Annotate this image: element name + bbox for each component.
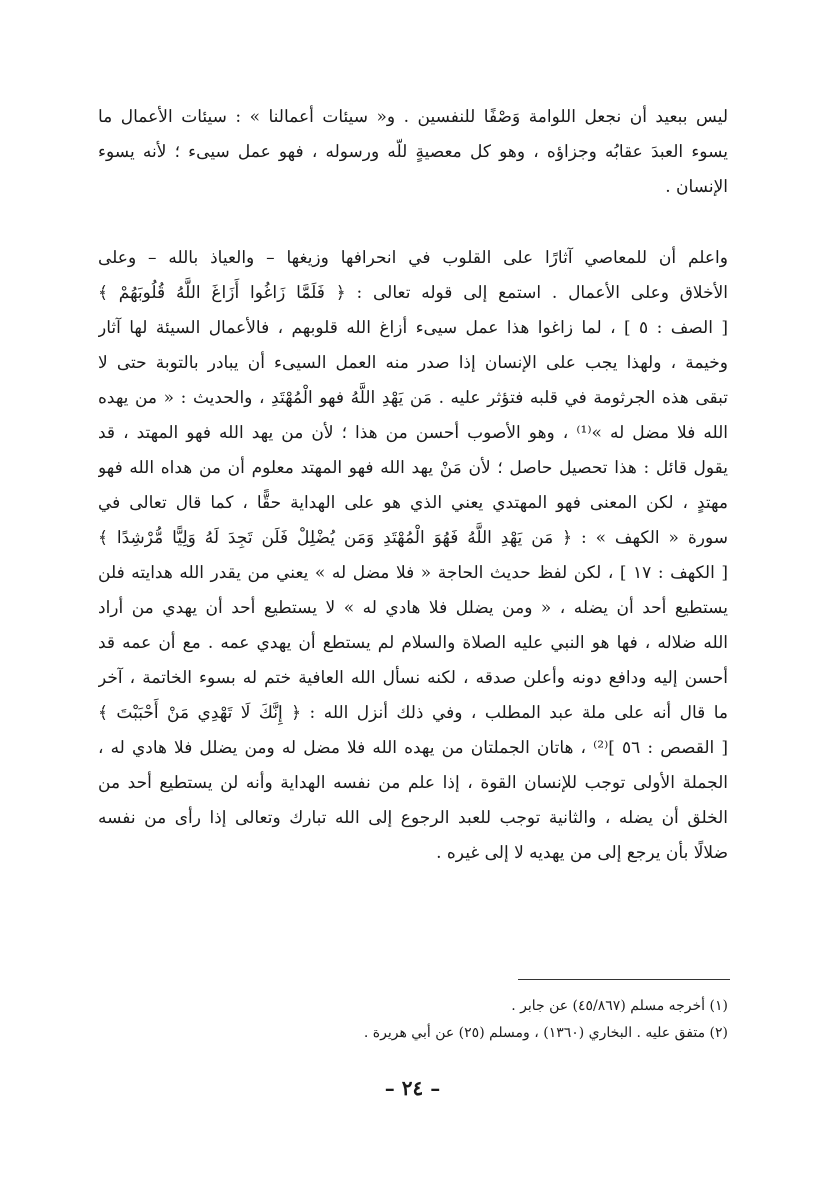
text-line: مهتدٍ ، لكن المعنى فهو المهتدي يعني الذي هو على الهداية حقًّا ، كما قال تعالى في	[98, 493, 728, 513]
text-line: [ الصف : ٥ ] ، لما زاغوا هذا عمل سيىء أزاغ الله قلوبهم ، فالأعمال السيئة لها آثار	[98, 318, 728, 338]
text-line: الأخلاق وعلى الأعمال . استمع إلى قوله تعالى : ﴿ فَلَمَّا زَاغُوا أَزَاغَ اللَّهُ قُلُوبَهُمْ ﴾	[98, 283, 728, 303]
text-line: [ القصص : ٥٦ ]⁽²⁾ ، هاتان الجملتان من يهده الله فلا مضل له ومن يضلل فلا هادي له ،	[98, 738, 728, 758]
footnote-separator	[518, 979, 730, 980]
text-line: ليس ببعيد أن نجعل اللوامة وَصْفًا للنفسين . و« سيئات أعمالنا » : سيئات الأعمال ما	[98, 107, 728, 127]
text-line: ما قال أنه على ملة عبد المطلب ، وفي ذلك أنزل الله : ﴿ إِنَّكَ لَا تَهْدِي مَنْ أَحْبَبْتَ ﴾	[98, 703, 728, 723]
text-line: تبقى هذه الجرثومة في قلبه فتؤثر عليه . مَن يَهْدِ اللَّهُ فهو الْمُهْتَدِ ، والحديث : « من يهده	[98, 388, 728, 408]
text-line: الخلق أن يضله ، والثانية توجب للعبد الرجوع إلى الله تبارك وتعالى إذا رأى من نفسه	[98, 808, 728, 828]
text-line: ضلالًا بأن يرجع إلى من يهديه لا إلى غيره .	[436, 843, 728, 863]
text-line: يسوء العبدَ عقابُه وجزاؤه ، وهو كل معصيةٍ للّه ورسوله ، فهو عمل سيىء ؛ لأنه يسوء	[98, 142, 728, 162]
text-line: سورة « الكهف » : ﴿ مَن يَهْدِ اللَّهُ فَهُوَ الْمُهْتَدِ وَمَن يُضْلِلْ فَلَن تَجِدَ لَهُ وَلِيًّا مُّرْشِدًا ﴾	[98, 528, 728, 548]
text-line: يقول قائل : هذا تحصيل حاصل ؛ لأن مَنْ يهد الله فهو المهتد معلوم أن من هداه الله فهو	[98, 458, 728, 478]
footnote-2: (٢) متفق عليه . البخاري (١٣٦٠) ، ومسلم (٢٥) عن أبي هريرة .	[363, 1025, 728, 1041]
paragraph-2	[98, 241, 728, 871]
text-line: [ الكهف : ١٧ ] ، لكن لفظ حديث الحاجة « فلا مضل له » يعني من يقدر الله هدايته فلن	[98, 563, 728, 583]
text-line: الله فلا مضل له »⁽¹⁾ ، وهو الأصوب أحسن من هذا ؛ لأن من يهد الله فهو المهتد ، قد	[98, 423, 728, 443]
text-line: وخيمة ، ولهذا يجب على الإنسان إذا صدر منه العمل السيىء أن يبادر بالتوبة حتى لا	[98, 353, 728, 373]
page-number: – ٢٤ –	[384, 1076, 441, 1100]
footnote-1: (١) أخرجه مسلم (٤٥/٨٦٧) عن جابر .	[511, 998, 728, 1014]
paragraph-1	[98, 100, 728, 205]
text-line: الله ضلاله ، فها هو النبي عليه الصلاة والسلام لم يستطع أن يهدي عمه . مع أن عمه قد	[98, 633, 728, 653]
text-line: الجملة الأولى توجب للإنسان القوة ، إذا علم من نفسه الهداية وأنه لن يستطيع أحد من	[98, 773, 728, 793]
footnotes	[98, 993, 728, 1047]
text-line: يستطيع أحد أن يضله ، « ومن يضلل فلا هادي له » لا يستطيع أحد أن يهدي من أراد	[98, 598, 728, 618]
text-line: واعلم أن للمعاصي آثارًا على القلوب في انحرافها وزيغها – والعياذ بالله – وعلى	[98, 248, 728, 268]
text-line: الإنسان .	[665, 177, 728, 197]
text-line: أحسن إليه ودافع دونه وأعلن صدقه ، لكنه نسأل الله العافية ختم له بسوء الخاتمة ، آخر	[98, 668, 728, 688]
